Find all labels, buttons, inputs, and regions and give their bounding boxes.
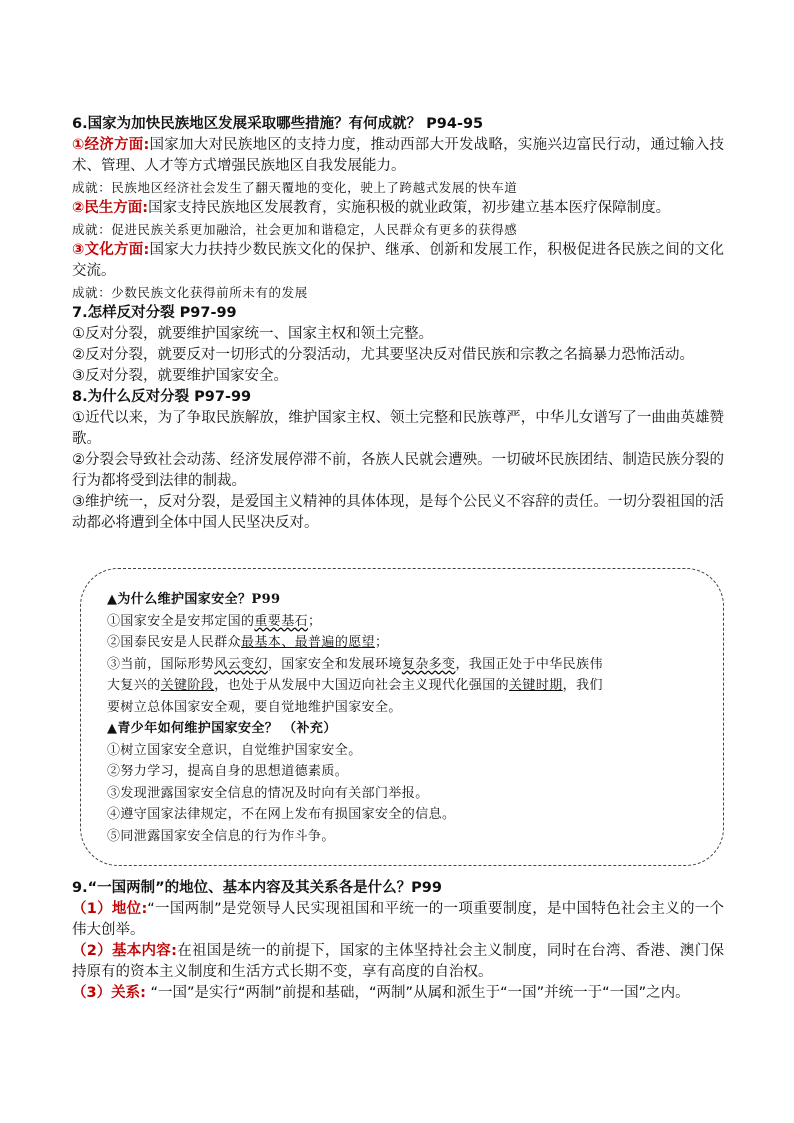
national-security-box bbox=[80, 568, 724, 866]
q6-achievement-economy: 成就：民族地区经济社会发生了翻天覆地的变化，驶上了跨越式发展的快车道 bbox=[72, 180, 518, 195]
q6-achievement-culture: 成就：少数民族文化获得前所未有的发展 bbox=[72, 285, 308, 300]
q6-item-livelihood: ②民生方面:国家支持民族地区发展教育，实施积极的就业政策，初步建立基本医疗保障制度。 bbox=[72, 200, 671, 216]
q6-label-livelihood: ②民生方面: bbox=[72, 200, 149, 216]
box-line: 大复兴的关键阶段，也处于从发展中大国迈向社会主义现代化强国的关键时期，我们 bbox=[107, 678, 603, 693]
box-item: ①树立国家安全意识，自觉维护国家安全。 bbox=[107, 742, 362, 758]
q7-line: ③反对分裂，就要维护国家安全。 bbox=[72, 368, 288, 384]
q9-item-content: （2）基本内容:在祖国是统一的前提下，国家的主体坚持社会主义制度，同时在台湾、香港、澳门保持原有的资本主义制度和生活方式长期不变，享有高度的自治权。 bbox=[72, 943, 725, 980]
q6-item-economy: ①经济方面:国家加大对民族地区的支持力度，推动西部大开发战略，实施兴边富民行动，通过输入技术、管理、人才等方式增强民族地区自我发展能力。 bbox=[72, 137, 724, 174]
q8-line: ③维护统一，反对分裂，是爱国主义精神的具体体现，是每个公民义不容辞的责任。一切分裂祖国的活动都必将遭到全体中国人民坚决反对。 bbox=[72, 494, 724, 531]
q8-line: ①近代以来，为了争取民族解放，维护国家主权、领土完整和民族尊严，中华儿女谱写了一曲曲英雄赞歌。 bbox=[72, 410, 724, 447]
q9-label-status: （1）地位: bbox=[72, 901, 148, 917]
question-9-section bbox=[72, 878, 724, 1004]
box-item: ④遵守国家法律规定，不在网上发布有损国家安全的信息。 bbox=[107, 807, 456, 822]
box-heading-why: ▲为什么维护国家安全？P99 bbox=[107, 592, 281, 607]
box-line: ②国泰民安是人民群众最基本、最普遍的愿望； bbox=[107, 635, 389, 650]
q9-label-relation: （3）关系: bbox=[72, 985, 146, 1001]
box-item: ⑤同泄露国家安全信息的行为作斗争。 bbox=[107, 828, 335, 844]
box-item: ③发现泄露国家安全信息的情况及时向有关部门举报。 bbox=[107, 785, 429, 801]
q9-item-relation: （3）关系: “一国”是实行“两制”前提和基础，“两制”从属和派生于“一国”并统一于“一国”之内。 bbox=[72, 985, 690, 1001]
question-6-title: 6.国家为加快民族地区发展采取哪些措施？有何成就？ P94-95 bbox=[72, 116, 484, 132]
question-8-title: 8.为什么反对分裂 P97-99 bbox=[72, 389, 252, 405]
q9-label-content: （2）基本内容: bbox=[72, 943, 177, 959]
q6-achievement-livelihood: 成就：促进民族关系更加融洽，社会更加和谐稳定，人民群众有更多的获得感 bbox=[72, 222, 518, 237]
q6-item-culture: ③文化方面:国家大力扶持少数民族文化的保护、继承、创新和发展工作，积极促进各民族之间的文化交流。 bbox=[72, 242, 724, 279]
q7-line: ②反对分裂，就要反对一切形式的分裂活动，尤其要坚决反对借民族和宗教之名搞暴力恐怖活动。 bbox=[72, 347, 694, 363]
q6-label-economy: ①经济方面: bbox=[72, 137, 150, 153]
q8-line: ②分裂会导致社会动荡、经济发展停滞不前，各族人民就会遭殃。一切破坏民族团结、制造民族分裂的行为都将受到法律的制裁。 bbox=[72, 452, 724, 489]
box-item: ②努力学习，提高自身的思想道德素质。 bbox=[107, 764, 349, 779]
question-9-title: 9.“一国两制”的地位、基本内容及其关系各是什么？P99 bbox=[72, 880, 442, 896]
q7-line: ①反对分裂，就要维护国家统一、国家主权和领土完整。 bbox=[72, 326, 433, 342]
document-body bbox=[72, 114, 724, 534]
box-heading-youth: ▲青少年如何维护国家安全？ （补充） bbox=[107, 721, 337, 736]
q6-label-culture: ③文化方面: bbox=[72, 242, 150, 258]
box-line: ①国家安全是安邦定国的重要基石； bbox=[107, 613, 322, 629]
q9-item-status: （1）地位:“一国两制”是党领导人民实现祖国和平统一的一项重要制度，是中国特色社会主义的一个伟大创举。 bbox=[72, 901, 724, 938]
question-7-title: 7.怎样反对分裂 P97-99 bbox=[72, 305, 237, 321]
box-line: ③当前，国际形势风云变幻，国家安全和发展环境复杂多变，我国正处于中华民族伟 bbox=[107, 656, 603, 672]
box-line: 要树立总体国家安全观，要自觉地维护国家安全。 bbox=[107, 699, 402, 715]
